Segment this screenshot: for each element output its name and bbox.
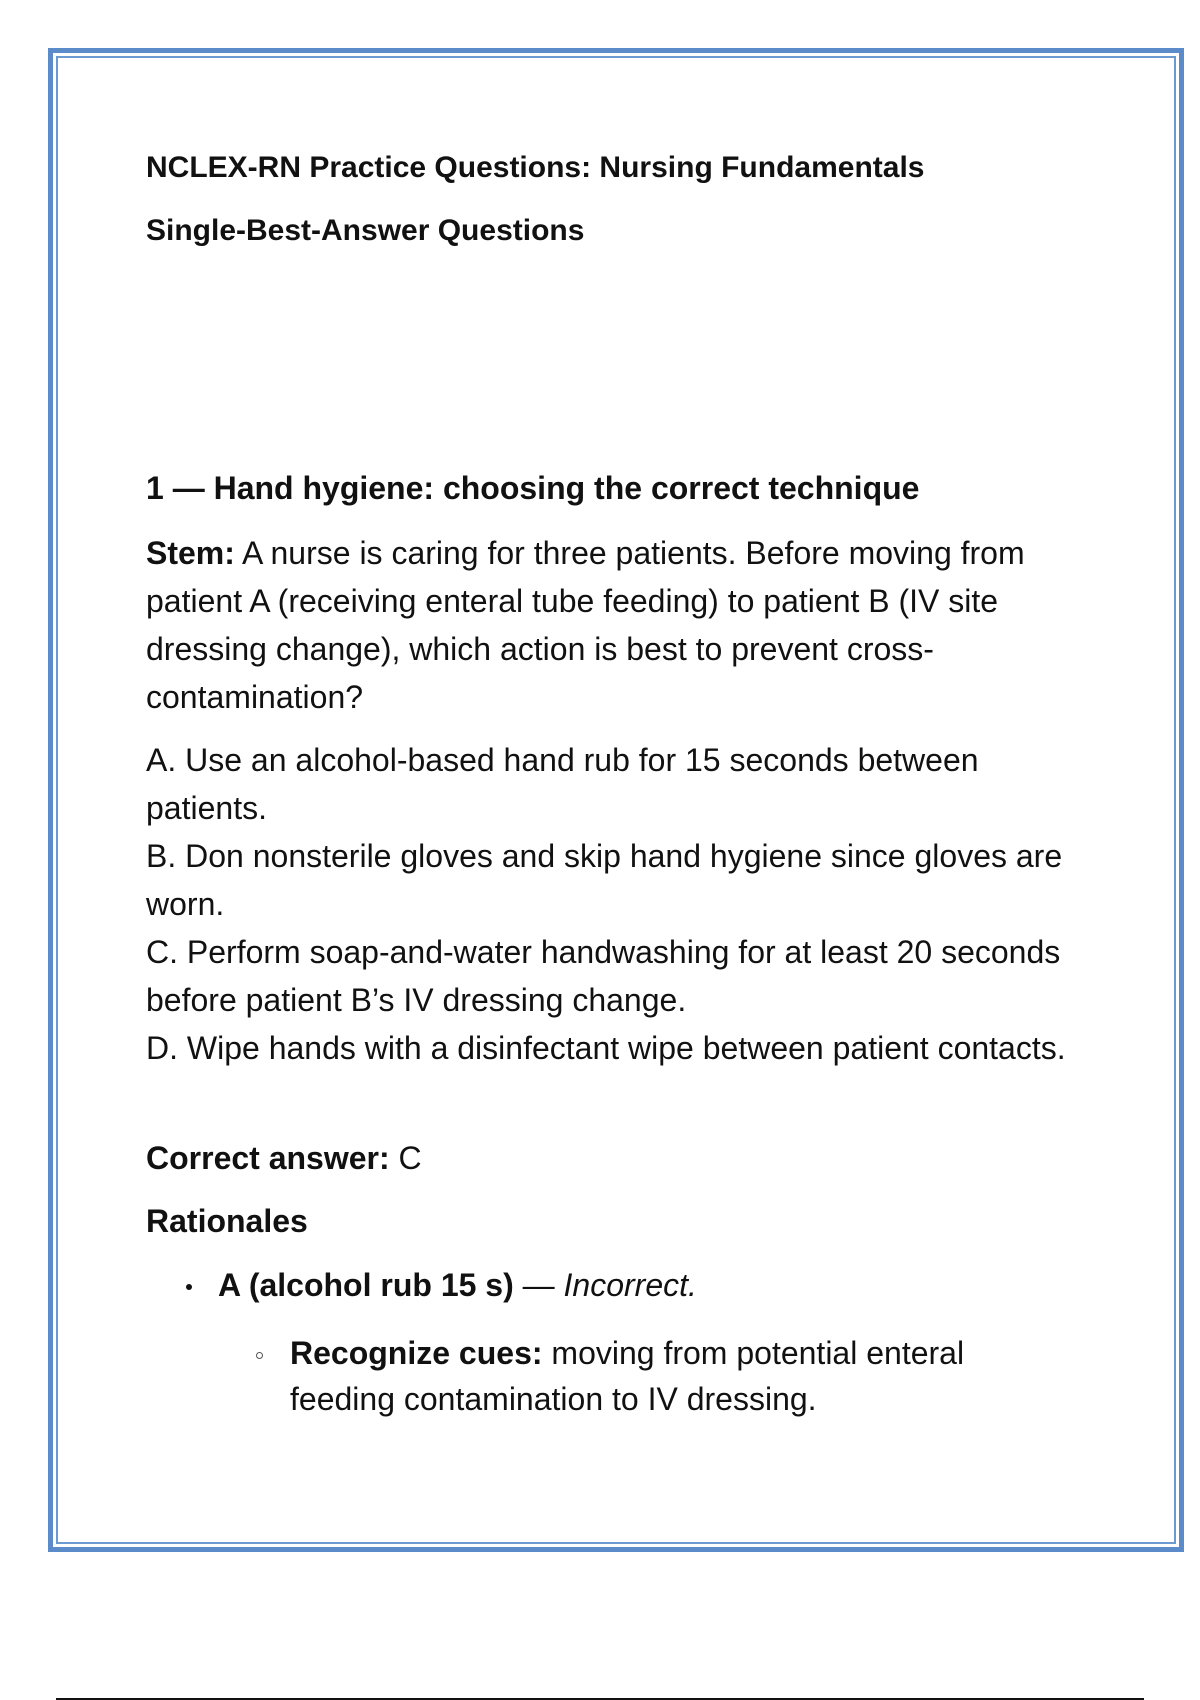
answer-options: [146, 736, 1096, 1072]
question-heading: 1 — Hand hygiene: choosing the correct technique: [146, 470, 920, 506]
rationale-sub-text: [290, 1330, 1010, 1422]
rationale-verdict: Incorrect.: [563, 1267, 697, 1303]
bullet-icon: [186, 1284, 192, 1290]
option-d: D. Wipe hands with a disinfectant wipe between patient contacts.: [146, 1030, 1066, 1066]
option-a: A. Use an alcohol-based hand rub for 15 seconds between patients.: [146, 742, 979, 826]
answer-value: C: [398, 1140, 422, 1176]
sub-text: moving from potential enteral feeding contamination to IV dressing.: [290, 1335, 965, 1417]
document-title: NCLEX-RN Practice Questions: Nursing Fundamentals: [146, 151, 925, 184]
sub-label: Recognize cues:: [290, 1335, 543, 1371]
stem-label: Stem:: [146, 535, 235, 571]
correct-answer: [146, 1137, 422, 1179]
answer-label: Correct answer:: [146, 1140, 390, 1176]
rationale-option: A (alcohol rub 15 s): [218, 1267, 514, 1303]
document-subtitle: Single-Best-Answer Questions: [146, 214, 585, 247]
rationale-separator: —: [513, 1267, 564, 1303]
option-c: C. Perform soap-and-water handwashing for at least 20 seconds before patient B’s IV dressing change.: [146, 934, 1061, 1018]
rationale-text: [218, 1264, 697, 1306]
question-stem: [146, 529, 1086, 721]
hollow-bullet-icon: [256, 1352, 263, 1359]
stem-text: A nurse is caring for three patients. Before moving from patient A (receiving enteral tube feeding) to patient B (IV site dressing change), which action is best to prevent cross-contamination?: [146, 535, 1025, 715]
rationales-heading: Rationales: [146, 1203, 308, 1239]
option-b: B. Don nonsterile gloves and skip hand hygiene since gloves are worn.: [146, 838, 1063, 922]
